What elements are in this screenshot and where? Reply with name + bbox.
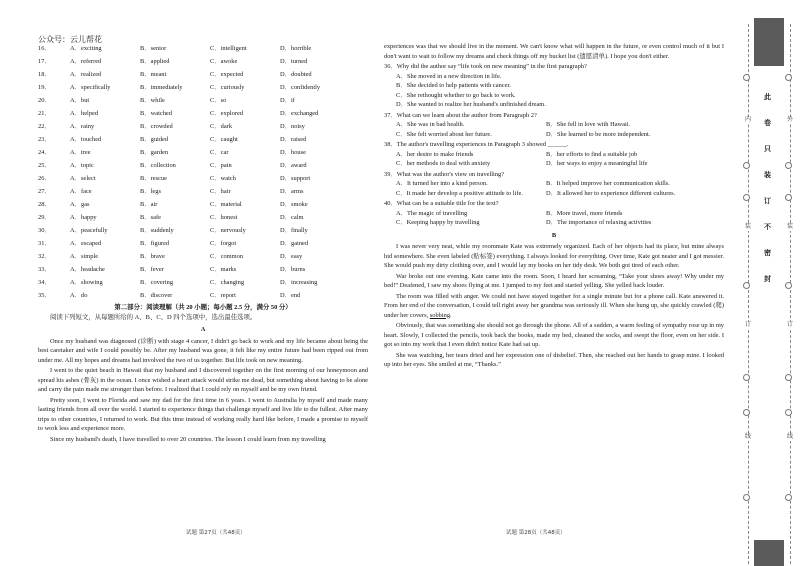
option-a: A．peacefully [70, 226, 108, 234]
option-b: B．collection [140, 161, 176, 169]
option-c: C．caught [210, 135, 238, 143]
question-number: 22． [38, 122, 51, 130]
question-number: 25． [38, 161, 51, 169]
question-number: 33． [38, 265, 51, 273]
section2-title: 第二部分：阅读理解（共 20 小题；每小题 2.5 分，满分 50 分） [114, 304, 292, 311]
vocab-option-row [38, 120, 368, 133]
page-footer-right: 试题 第28页（共48页） [506, 530, 566, 536]
option-c: C．awoke [210, 57, 238, 65]
option-c: C．forgot [210, 239, 237, 247]
passage-b-paragraph: I was never very neat, while my roommate Kate was extremely organized. Each of her objects had its place, but mine always hid somewhere. She even labeled (贴标签) everything. I always looked for everything. Over time, Kate got neater and I got messier. She would push my dirty clothing over, and I would lay my books on her tidy desk. We both got tired of each other. [384, 243, 724, 269]
page-footer-left: 试题 第27页（共48页） [186, 530, 246, 536]
question-number: 24． [38, 148, 51, 156]
question-option-row [384, 130, 724, 140]
option-c: C．nervously [210, 226, 246, 234]
option-b: B．applied [140, 57, 170, 65]
vocab-option-row [38, 198, 368, 211]
option-c: C．common [210, 252, 244, 260]
option-d: D．raised [280, 135, 307, 143]
option-d: D．smoke [280, 200, 308, 208]
binding-hole [743, 409, 750, 416]
option-b: B．suddenly [140, 226, 174, 234]
passage-b-paragraph: Obviously, that was something she should not go through the phone. All of a sudden, a warm feeling of sympathy rose up in my heart. Slowly, I collected the pencils, took back the books, made my bed, cleaned the socks, and swept the floor, even on her side. I got so into my work that I even didn't notice Kate had sat up. [384, 322, 724, 348]
option-a: A．rainy [70, 122, 95, 130]
option-b: B．fever [140, 265, 164, 273]
option-c: C．honest [210, 213, 238, 221]
option-b: B．while [140, 96, 165, 104]
option-b: B．garden [140, 148, 169, 156]
question-number: 19． [38, 83, 51, 91]
left-column [38, 42, 368, 445]
option-c: C．watch [210, 174, 236, 182]
option-b: B．figured [140, 239, 170, 247]
option-d: D．gained [280, 239, 309, 247]
option-d: D．arms [280, 187, 304, 195]
option-a: A．showing [70, 278, 103, 286]
question-option: B．She fell in love with Hawaii. [546, 121, 631, 128]
binding-notice-char: 只 [764, 145, 771, 153]
binding-hole [785, 374, 792, 381]
vocab-options-list [38, 42, 368, 302]
option-b: B．rescue [140, 174, 167, 182]
vocab-option-row [38, 133, 368, 146]
passage-b-label: B [551, 231, 557, 239]
question-stem: 36．Why did the author say “life took on new meaning” in the first paragraph? [384, 63, 587, 70]
option-c: C．car [210, 148, 229, 156]
passage-b-paragraph: War broke out one evening. Kate came into the room. Soon, I heard her screaming, “Take your shoes away! Why under my bed!” Deafened, I saw my shoes flying at me. I jumped to my feet and started yelling. She yelled back louder. [384, 272, 724, 289]
question-number: 35． [38, 291, 51, 299]
binding-bar-bottom [754, 540, 784, 566]
question-stem: 40．What can be a suitable title for the text? [384, 200, 499, 207]
question-option-row [384, 159, 724, 169]
binding-label-xian: 线 [787, 434, 794, 440]
binding-hole [743, 74, 750, 81]
binding-notice-char: 此 [764, 93, 771, 101]
vocab-option-row [38, 211, 368, 224]
question-option-row [384, 218, 724, 228]
option-a: A．headache [70, 265, 105, 273]
passage-a-paragraph: Pretty soon, I went to Florida and saw my dad for the first time in 6 years. I went to Australia by myself and made many lasting friends from all over the world. I started to experience things that challenge myself and live life to the fullest. After many trips to other countries, I returned to work. But this time instead of working really hard like before, I made a promise to myself to work less and experience more. [38, 396, 368, 432]
binding-hole [743, 374, 750, 381]
question-option: A．She moved in a new direction in life. [396, 72, 502, 80]
option-a: A．exciting [70, 44, 102, 52]
option-c: C．changing [210, 278, 245, 286]
question-option: A．The magic of travelling [396, 209, 468, 217]
option-b: B．brave [140, 252, 165, 260]
option-c: C．expected [210, 70, 244, 78]
question-option: B．her efforts to find a suitable job [546, 150, 638, 158]
binding-hole [743, 494, 750, 501]
right-column [384, 42, 724, 371]
question-option: B．She decided to help patients with cancer. [396, 82, 511, 89]
option-a: A．escaped [70, 239, 102, 247]
question-option: A．She was in bad health. [396, 121, 465, 128]
binding-strip [734, 14, 800, 566]
option-d: D．confidently [280, 83, 321, 91]
option-b: B．immediately [140, 83, 183, 91]
option-a: A．gas [70, 200, 90, 208]
question-option-row [384, 179, 724, 189]
question-option-row [384, 120, 724, 130]
option-d: D．horrible [280, 44, 312, 52]
question-option: B．It helped improve her communication skills. [546, 180, 670, 187]
option-c: C．report [210, 291, 236, 299]
vocab-option-row [38, 107, 368, 120]
question-option: C．Keeping happy by travelling [396, 219, 480, 226]
binding-hole [743, 162, 750, 169]
question-option: A．It turned her into a kind person. [396, 180, 488, 187]
option-b: B．watched [140, 109, 172, 117]
question-option: A．her desire to make friends [396, 150, 474, 158]
option-a: A．happy [70, 213, 97, 221]
question-number: 27． [38, 187, 51, 195]
question-number: 17． [38, 57, 51, 65]
binding-label-ding: 订 [787, 322, 794, 328]
section2-instruction: 阅读下列短文，从每题所给的 A、B、C、D 四个选项中，选出最佳选项。 [50, 313, 257, 321]
binding-notice-char: 订 [764, 197, 771, 205]
watermark-text: 公众号：云儿帮花 [38, 35, 102, 44]
option-a: A．but [70, 96, 90, 104]
binding-notice-char: 不 [764, 223, 771, 231]
question-number: 31． [38, 239, 51, 247]
binding-hole [785, 282, 792, 289]
option-c: C．dark [210, 122, 233, 130]
question-option: D．The importance of relaxing activities [546, 219, 652, 226]
passage-b-paragraph-text: The room was filled with anger. We could not have stayed together for a single minute but for a phone call. Kate answered it. From her end of the conversation, I could tell right away her grandma was seriously ill. When she hung up, she quickly crawled (爬) under her covers, [384, 292, 724, 319]
option-a: A．realized [70, 70, 102, 78]
question-number: 21． [38, 109, 51, 117]
option-d: D．end [280, 291, 301, 299]
option-a: A．tree [70, 148, 91, 156]
vocab-option-row [38, 276, 368, 289]
option-d: D．turned [280, 57, 308, 65]
binding-notice-char: 装 [764, 171, 771, 179]
option-d: D．support [280, 174, 311, 182]
option-a: A．do [70, 291, 88, 299]
vocab-option-row [38, 172, 368, 185]
option-b: B．air [140, 200, 158, 208]
option-d: D．doubted [280, 70, 312, 78]
passage-a-paragraph: I went to the quiet beach in Hawaii that my husband and I discovered together on the first morning of our honeymoon and spread his ashes (骨灰) in the ocean. I once wished a heart attack would strike me dead, but something about having to be alone and carry the pain made me stronger than before. I realized that I could rely on myself and be my own friend. [38, 367, 368, 393]
question-list [384, 62, 724, 228]
option-c: C．marks [210, 265, 237, 273]
option-d: D．award [280, 161, 307, 169]
option-b: B．safe [140, 213, 161, 221]
binding-hole [785, 194, 792, 201]
option-a: A．referred [70, 57, 102, 65]
question-option: C．her methods to deal with anxiety [396, 160, 491, 167]
option-b: B．guided [140, 135, 169, 143]
option-c: C．curiously [210, 83, 245, 91]
binding-hole [743, 194, 750, 201]
option-b: B．legs [140, 187, 161, 195]
option-d: D．exchanged [280, 109, 319, 117]
option-c: C．intelligent [210, 44, 247, 52]
binding-label-zhuang: 装 [787, 224, 794, 230]
question-number: 20． [38, 96, 51, 104]
option-c: C．hair [210, 187, 231, 195]
option-b: B．crowded [140, 122, 173, 130]
option-a: A．helped [70, 109, 99, 117]
binding-hole [785, 162, 792, 169]
question-option-row [384, 189, 724, 199]
vocab-option-row [38, 55, 368, 68]
passage-a-label: A [200, 326, 206, 333]
option-d: D．house [280, 148, 306, 156]
binding-bar-top [754, 18, 784, 66]
passage-a-paragraph: Since my husband's death, I have travelled to over 20 countries. The lesson I could learn from my travelling [50, 435, 326, 443]
inner-dashed-line [748, 24, 749, 564]
question-option: C．She rethought whether to go back to work. [396, 91, 516, 99]
binding-notice-char: 密 [764, 249, 771, 257]
vocab-option-row [38, 185, 368, 198]
vocab-option-row [38, 289, 368, 302]
binding-label-xian: 线 [745, 434, 752, 440]
question-number: 18． [38, 70, 51, 78]
question-stem: 38．The author's travelling experiences in Paragraph 3 showed ______. [384, 141, 569, 148]
binding-label-zhuang: 装 [745, 224, 752, 230]
question-number: 16． [38, 44, 51, 52]
question-option-row [384, 209, 724, 219]
question-number: 26． [38, 174, 51, 182]
vocab-option-row [38, 159, 368, 172]
option-d: D．noisy [280, 122, 305, 130]
option-a: A．simple [70, 252, 99, 260]
punctuation: . [450, 311, 452, 319]
question-option-row [384, 150, 724, 160]
question-option: D．It allowed her to experience different cultures. [546, 189, 676, 197]
outer-dashed-line [790, 24, 791, 564]
option-b: B．discover [140, 291, 173, 299]
option-a: A．touched [70, 135, 102, 143]
option-c: C．explored [210, 109, 244, 117]
binding-label-inner: 内 [745, 117, 752, 123]
binding-hole [743, 282, 750, 289]
vocab-option-row [38, 224, 368, 237]
option-a: A．select [70, 174, 96, 182]
vocab-option-row [38, 237, 368, 250]
vocab-option-row [38, 250, 368, 263]
passage-b-paragraph: She was watching, her tears dried and her expression one of disbelief. Then, she reached out her hands to grasp mine. I looked up into her eyes. She smiled at me, “Thanks.” [384, 351, 724, 368]
question-option: C．It made her develop a positive attitude to life. [396, 189, 523, 197]
question-number: 32． [38, 252, 51, 260]
vocab-option-row [38, 146, 368, 159]
vocab-option-row [38, 81, 368, 94]
passage-a-continuation: experiences was that we should live in the moment. We can't know what will happen in the future, or even control much of it but I don't want to wait to follow my dreams and check things off my bucket list (遗愿清单). I hope you don't either. [384, 43, 724, 60]
question-number: 29． [38, 213, 51, 221]
underlined-word: sobbing [429, 311, 451, 319]
question-option: C．She felt worried about her future. [396, 130, 492, 138]
passage-b-paragraph [384, 292, 724, 321]
question-number: 28． [38, 200, 51, 208]
option-c: C．material [210, 200, 242, 208]
binding-notice-char: 卷 [764, 119, 771, 127]
binding-notice-char: 封 [764, 275, 771, 283]
vocab-option-row [38, 42, 368, 55]
passage-a-paragraph: Once my husband was diagnosed (诊断) with stage 4 cancer, I didn't go back to work and my life became about being the best caretaker and wife I could possibly be. After my husband was gone, it felt like my entire future had been ripped out from under me. All my hopes and dreams had involved the two of us together. But life took on new meaning. [38, 337, 368, 364]
option-b: B．meant [140, 70, 167, 78]
option-a: A．topic [70, 161, 94, 169]
option-a: A．specifically [70, 83, 111, 91]
option-d: D．if [280, 96, 295, 104]
binding-label-outer: 外 [787, 117, 794, 123]
question-option: D．She wanted to realize her husband's unfinished dream. [396, 101, 546, 108]
option-c: C．so [210, 96, 227, 104]
option-d: D．easy [280, 252, 303, 260]
question-stem: 37．What can we learn about the author from Paragraph 2? [384, 111, 537, 119]
question-option: B．More travel, more friends [546, 209, 623, 217]
vocab-option-row [38, 263, 368, 276]
binding-hole [785, 494, 792, 501]
binding-hole [785, 409, 792, 416]
binding-label-ding: 订 [745, 322, 752, 328]
option-a: A．face [70, 187, 92, 195]
option-d: D．burns [280, 265, 306, 273]
question-option: D．her ways to enjoy a meaningful life [546, 160, 648, 167]
question-option: D．She learned to be more independent. [546, 130, 651, 138]
option-d: D．calm [280, 213, 304, 221]
question-number: 30． [38, 226, 51, 234]
question-number: 23． [38, 135, 51, 143]
option-b: B．senior [140, 44, 167, 52]
option-c: C．pain [210, 161, 232, 169]
vocab-option-row [38, 68, 368, 81]
option-d: D．increasing [280, 278, 318, 286]
binding-hole [785, 74, 792, 81]
question-number: 34． [38, 278, 51, 286]
vocab-option-row [38, 94, 368, 107]
option-b: B．covering [140, 278, 174, 286]
question-stem: 39．What was the author's view on travelling? [384, 170, 505, 178]
option-d: D．finally [280, 226, 308, 234]
